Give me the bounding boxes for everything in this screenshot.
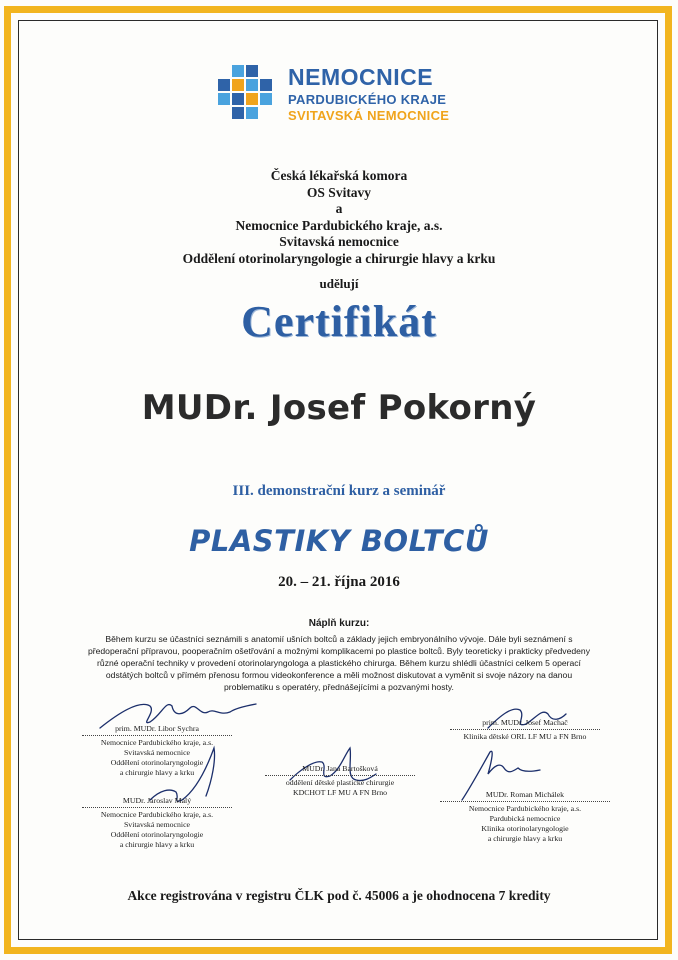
signatory-affiliation: a chirurgie hlavy a krku — [119, 840, 195, 849]
logo-region: PARDUBICKÉHO KRAJE — [288, 92, 447, 107]
issuer-line: Česká lékařská komora — [270, 168, 408, 183]
signatory-affiliation: Oddělení otorinolaryngologie — [110, 830, 204, 839]
signatory-affiliation: Klinika dětské ORL LF MU a FN Brno — [463, 732, 587, 741]
grant-text: udělují — [319, 276, 359, 291]
content-text: Během kurzu se účastníci seznámili s anatomií ušních boltců a základy jejich embryonálního vývoje. Dále byli seznámení s předoperační přípravou, pooperačním ošetřování a možnými komplikacemi po plastice boltců. Byly teoreticky i prakticky předvedeny různé operační techniky v provedení otorinolaryngologa a plastického chirurga. Během kurzu shlédli účastníci celkem 5 operací odstátých boltců v přímém přenosu formou videokonference a měli možnost diskutovat a vyměnit si svoje názory na danou problematiku s operatéry, přednášejícími a pozvanými hosty. — [87, 634, 591, 692]
signatory-affiliation: a chirurgie hlavy a krku — [119, 768, 195, 777]
signatory-affiliation: Svitavská nemocnice — [123, 820, 191, 829]
course-title: III. demonstrační kurz a seminář — [232, 483, 446, 499]
signatory-michalek — [440, 790, 610, 844]
signatory-affiliation: Nemocnice Pardubického kraje, a.s. — [100, 810, 214, 819]
signatory-affiliation: Klinika otorinolaryngologie — [481, 824, 569, 833]
signatory-name: prim. MUDr. Libor Sychra — [115, 724, 199, 733]
recipient-name: MUDr. Josef Pokorný — [141, 388, 537, 428]
content-heading: Náplň kurzu: — [308, 618, 370, 629]
signatory-affiliation: Pardubická nemocnice — [489, 814, 561, 823]
signatory-name: MUDr. Jaroslav Malý — [122, 796, 192, 805]
signatory-affiliation: Oddělení otorinolaryngologie — [110, 758, 204, 767]
signatory-affiliation: Nemocnice Pardubického kraje, a.s. — [100, 738, 214, 747]
signatory-machac — [450, 718, 600, 742]
signatory-sychra — [82, 724, 232, 778]
signatory-bartoskova — [265, 764, 415, 798]
registration-footer: Akce registrována v registru ČLK pod č. 45006 a je ohodnocena 7 kredity — [127, 888, 551, 903]
issuer-line: Oddělení otorinolaryngologie a chirurgie hlavy a krku — [182, 250, 496, 266]
signature-line — [265, 775, 415, 776]
signatory-name: MUDr. Roman Michálek — [485, 790, 565, 799]
signatory-affiliation: a chirurgie hlavy a krku — [487, 834, 563, 843]
signatory-maly — [82, 796, 232, 850]
certificate-title: Certifikát — [241, 297, 437, 346]
signatory-affiliation: Nemocnice Pardubického kraje, a.s. — [468, 804, 582, 813]
signature-line — [440, 801, 610, 802]
signatory-name: prim. MUDr. Josef Machač — [482, 718, 568, 727]
signature-line — [82, 807, 232, 808]
issuer-line: Nemocnice Pardubického kraje, a.s. — [235, 217, 443, 233]
logo-hospital: SVITAVSKÁ NEMOCNICE — [288, 108, 450, 123]
signatory-name: MUDr. Jana Bartošková — [302, 764, 378, 773]
signatory-affiliation: Svitavská nemocnice — [123, 748, 191, 757]
issuer-line: Svitavská nemocnice — [279, 234, 399, 250]
course-name: PLASTIKY BOLTCŮ — [189, 524, 489, 558]
signature-line — [82, 735, 232, 736]
issuer-line: a — [335, 201, 343, 217]
signature-line — [450, 729, 600, 730]
logo-title: NEMOCNICE — [288, 64, 434, 90]
signatory-affiliation: KDCHOT LF MU A FN Brno — [292, 788, 388, 797]
course-date: 20. – 21. října 2016 — [278, 574, 400, 590]
signatory-affiliation: oddělení dětské plastické chirurgie — [285, 778, 395, 787]
issuer-line: OS Svitavy — [306, 184, 372, 200]
